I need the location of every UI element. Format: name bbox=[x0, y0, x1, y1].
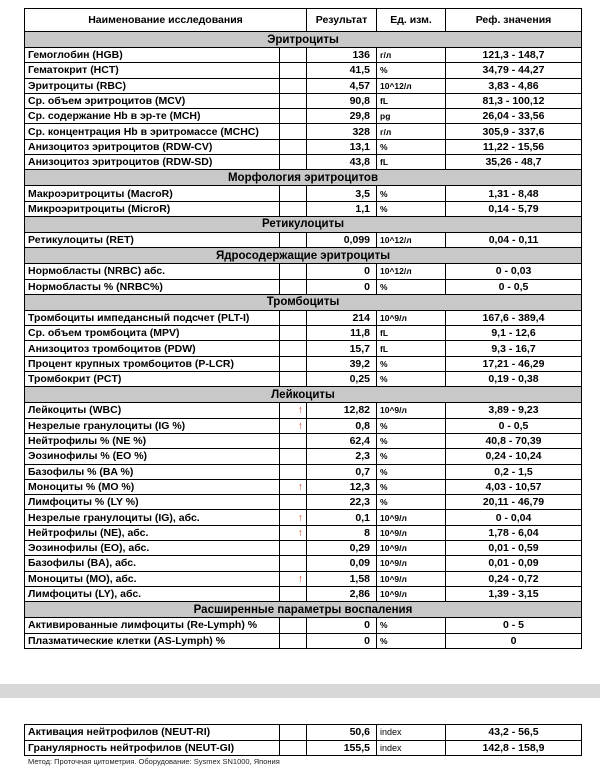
test-unit: % bbox=[377, 479, 446, 494]
table-row bbox=[25, 356, 582, 371]
high-flag-icon bbox=[280, 326, 307, 341]
table-row bbox=[25, 372, 582, 387]
test-reference: 9,3 - 16,7 bbox=[446, 341, 582, 356]
test-reference: 9,1 - 12,6 bbox=[446, 326, 582, 341]
test-unit: 10^9/л bbox=[377, 571, 446, 586]
test-result: 136 bbox=[307, 48, 377, 63]
test-result: 90,8 bbox=[307, 93, 377, 108]
high-flag-icon bbox=[280, 48, 307, 63]
table-row bbox=[25, 78, 582, 93]
test-unit: % bbox=[377, 495, 446, 510]
test-unit: fL bbox=[377, 341, 446, 356]
high-flag-icon bbox=[280, 356, 307, 371]
test-result: 29,8 bbox=[307, 109, 377, 124]
test-unit: % bbox=[377, 372, 446, 387]
high-flag-icon bbox=[280, 264, 307, 279]
test-unit: % bbox=[377, 418, 446, 433]
table-row bbox=[25, 93, 582, 108]
test-unit: fL bbox=[377, 155, 446, 170]
test-result: 0,09 bbox=[307, 556, 377, 571]
table-row bbox=[25, 341, 582, 356]
test-reference: 0,14 - 5,79 bbox=[446, 201, 582, 216]
test-reference: 0 - 0,03 bbox=[446, 264, 582, 279]
table-row bbox=[25, 495, 582, 510]
test-unit: 10^9/л bbox=[377, 541, 446, 556]
test-result: 13,1 bbox=[307, 139, 377, 154]
table-row bbox=[25, 740, 582, 756]
test-result: 0 bbox=[307, 264, 377, 279]
test-result: 8 bbox=[307, 525, 377, 540]
test-unit: 10^9/л bbox=[377, 510, 446, 525]
section-header-row bbox=[25, 248, 582, 264]
test-name: Эозинофилы (EO), абс. bbox=[25, 541, 280, 556]
test-unit: % bbox=[377, 279, 446, 294]
test-name: Анизоцитоз тромбоцитов (PDW) bbox=[25, 341, 280, 356]
table-row bbox=[25, 433, 582, 448]
test-name: Нейтрофилы (NE), абс. bbox=[25, 525, 280, 540]
high-flag-icon bbox=[280, 63, 307, 78]
high-flag-icon bbox=[280, 78, 307, 93]
flag-cell bbox=[280, 740, 307, 756]
table-row bbox=[25, 725, 582, 741]
table-row bbox=[25, 571, 582, 586]
table-row bbox=[25, 510, 582, 525]
test-name: Анизоцитоз эритроцитов (RDW-CV) bbox=[25, 139, 280, 154]
high-flag-icon bbox=[280, 556, 307, 571]
test-result: 0,29 bbox=[307, 541, 377, 556]
test-name: Активация нейтрофилов (NEUT-RI) bbox=[25, 725, 280, 741]
test-reference: 35,26 - 48,7 bbox=[446, 155, 582, 170]
test-reference: 167,6 - 389,4 bbox=[446, 310, 582, 325]
table-header-row bbox=[25, 9, 582, 32]
test-name: Процент крупных тромбоцитов (P-LCR) bbox=[25, 356, 280, 371]
test-result: 41,5 bbox=[307, 63, 377, 78]
high-flag-icon: ↑ bbox=[280, 479, 307, 494]
test-reference: 20,11 - 46,79 bbox=[446, 495, 582, 510]
table-row bbox=[25, 418, 582, 433]
test-result: 0,25 bbox=[307, 372, 377, 387]
test-unit: % bbox=[377, 464, 446, 479]
high-flag-icon bbox=[280, 139, 307, 154]
test-result: 328 bbox=[307, 124, 377, 139]
test-reference: 0,01 - 0,59 bbox=[446, 541, 582, 556]
test-unit: index bbox=[377, 740, 446, 756]
section-header-row bbox=[25, 387, 582, 403]
table-row bbox=[25, 586, 582, 601]
test-unit: fL bbox=[377, 93, 446, 108]
test-unit: г/л bbox=[377, 124, 446, 139]
high-flag-icon bbox=[280, 449, 307, 464]
test-result: 0,099 bbox=[307, 232, 377, 247]
test-result: 0 bbox=[307, 618, 377, 633]
table-row bbox=[25, 232, 582, 247]
page-separator bbox=[0, 684, 600, 698]
test-reference: 0 - 0,5 bbox=[446, 279, 582, 294]
test-reference: 43,2 - 56,5 bbox=[446, 725, 582, 741]
test-result: 214 bbox=[307, 310, 377, 325]
method-note: Метод: Проточная цитометрия. Оборудование: Sysmex SN1000, Япония bbox=[28, 757, 280, 766]
section-title: Ретикулоциты bbox=[25, 216, 582, 232]
section-title: Морфология эритроцитов bbox=[25, 170, 582, 186]
test-name: Макроэритроциты (MacroR) bbox=[25, 186, 280, 201]
test-result: 0,8 bbox=[307, 418, 377, 433]
test-name: Анизоцитоз эритроцитов (RDW-SD) bbox=[25, 155, 280, 170]
high-flag-icon bbox=[280, 633, 307, 648]
test-reference: 81,3 - 100,12 bbox=[446, 93, 582, 108]
test-name: Ср. концентрация Hb в эритромассе (MCHC) bbox=[25, 124, 280, 139]
section-header-row bbox=[25, 170, 582, 186]
test-name: Гранулярность нейтрофилов (NEUT-GI) bbox=[25, 740, 280, 756]
test-unit: pg bbox=[377, 109, 446, 124]
high-flag-icon bbox=[280, 93, 307, 108]
test-unit: % bbox=[377, 201, 446, 216]
test-reference: 40,8 - 70,39 bbox=[446, 433, 582, 448]
high-flag-icon bbox=[280, 372, 307, 387]
test-reference: 11,22 - 15,56 bbox=[446, 139, 582, 154]
test-result: 0 bbox=[307, 279, 377, 294]
test-reference: 121,3 - 148,7 bbox=[446, 48, 582, 63]
test-reference: 0,24 - 0,72 bbox=[446, 571, 582, 586]
header-ref: Реф. значения bbox=[446, 9, 582, 32]
test-unit: index bbox=[377, 725, 446, 741]
test-reference: 0 bbox=[446, 633, 582, 648]
test-name: Базофилы % (BA %) bbox=[25, 464, 280, 479]
test-reference: 17,21 - 46,29 bbox=[446, 356, 582, 371]
test-result: 4,57 bbox=[307, 78, 377, 93]
test-reference: 305,9 - 337,6 bbox=[446, 124, 582, 139]
test-result: 3,5 bbox=[307, 186, 377, 201]
test-reference: 3,83 - 4,86 bbox=[446, 78, 582, 93]
table-row bbox=[25, 326, 582, 341]
test-reference: 142,8 - 158,9 bbox=[446, 740, 582, 756]
test-result: 12,82 bbox=[307, 403, 377, 418]
test-name: Нормобласты % (NRBC%) bbox=[25, 279, 280, 294]
section-header-row bbox=[25, 216, 582, 232]
test-reference: 0,2 - 1,5 bbox=[446, 464, 582, 479]
test-name: Плазматические клетки (AS-Lymph) % bbox=[25, 633, 280, 648]
section-header-row bbox=[25, 294, 582, 310]
test-unit: 10^9/л bbox=[377, 403, 446, 418]
high-flag-icon bbox=[280, 155, 307, 170]
table-row bbox=[25, 618, 582, 633]
test-reference: 1,31 - 8,48 bbox=[446, 186, 582, 201]
table-row bbox=[25, 403, 582, 418]
test-result: 22,3 bbox=[307, 495, 377, 510]
high-flag-icon bbox=[280, 586, 307, 601]
test-result: 11,8 bbox=[307, 326, 377, 341]
section-header-row bbox=[25, 32, 582, 48]
test-result: 155,5 bbox=[307, 740, 377, 756]
table-row bbox=[25, 464, 582, 479]
header-name: Наименование исследования bbox=[25, 9, 307, 32]
table-row bbox=[25, 139, 582, 154]
test-reference: 26,04 - 33,56 bbox=[446, 109, 582, 124]
table-row bbox=[25, 48, 582, 63]
table-row bbox=[25, 186, 582, 201]
test-result: 0,7 bbox=[307, 464, 377, 479]
results-table bbox=[24, 8, 582, 649]
test-result: 2,3 bbox=[307, 449, 377, 464]
test-unit: г/л bbox=[377, 48, 446, 63]
test-unit: 10^9/л bbox=[377, 556, 446, 571]
test-name: Гематокрит (HCT) bbox=[25, 63, 280, 78]
test-name: Базофилы (BA), абс. bbox=[25, 556, 280, 571]
test-unit: % bbox=[377, 186, 446, 201]
test-unit: % bbox=[377, 356, 446, 371]
test-name: Эритроциты (RBC) bbox=[25, 78, 280, 93]
test-name: Моноциты % (MO %) bbox=[25, 479, 280, 494]
test-result: 12,3 bbox=[307, 479, 377, 494]
high-flag-icon: ↑ bbox=[280, 510, 307, 525]
high-flag-icon bbox=[280, 232, 307, 247]
test-unit: % bbox=[377, 618, 446, 633]
test-reference: 0 - 5 bbox=[446, 618, 582, 633]
test-reference: 0,04 - 0,11 bbox=[446, 232, 582, 247]
high-flag-icon bbox=[280, 124, 307, 139]
test-name: Тромбокрит (PCT) bbox=[25, 372, 280, 387]
section-title: Ядросодержащие эритроциты bbox=[25, 248, 582, 264]
table-row bbox=[25, 264, 582, 279]
test-reference: 0 - 0,5 bbox=[446, 418, 582, 433]
test-reference: 1,39 - 3,15 bbox=[446, 586, 582, 601]
table-row bbox=[25, 633, 582, 648]
extra-results-table bbox=[24, 724, 582, 756]
extra-results-body bbox=[25, 725, 582, 756]
test-unit: 10^9/л bbox=[377, 525, 446, 540]
test-reference: 0 - 0,04 bbox=[446, 510, 582, 525]
test-reference: 0,19 - 0,38 bbox=[446, 372, 582, 387]
test-result: 43,8 bbox=[307, 155, 377, 170]
test-result: 0,1 bbox=[307, 510, 377, 525]
test-name: Тромбоциты импедансный подсчет (PLT-I) bbox=[25, 310, 280, 325]
test-name: Незрелые гранулоциты (IG %) bbox=[25, 418, 280, 433]
high-flag-icon bbox=[280, 495, 307, 510]
test-name: Активированные лимфоциты (Re-Lymph) % bbox=[25, 618, 280, 633]
test-name: Гемоглобин (HGB) bbox=[25, 48, 280, 63]
test-name: Микроэритроциты (MicroR) bbox=[25, 201, 280, 216]
flag-cell bbox=[280, 725, 307, 741]
test-name: Ср. объем эритроцитов (MCV) bbox=[25, 93, 280, 108]
test-result: 0 bbox=[307, 633, 377, 648]
test-name: Лимфоциты (LY), абс. bbox=[25, 586, 280, 601]
test-unit: % bbox=[377, 633, 446, 648]
test-reference: 34,79 - 44,27 bbox=[446, 63, 582, 78]
test-result: 1,58 bbox=[307, 571, 377, 586]
test-name: Лейкоциты (WBC) bbox=[25, 403, 280, 418]
test-result: 39,2 bbox=[307, 356, 377, 371]
table-row bbox=[25, 201, 582, 216]
test-name: Ср. объем тромбоцита (MPV) bbox=[25, 326, 280, 341]
table-row bbox=[25, 124, 582, 139]
section-title: Лейкоциты bbox=[25, 387, 582, 403]
test-name: Нормобласты (NRBC) абс. bbox=[25, 264, 280, 279]
table-row bbox=[25, 556, 582, 571]
table-row bbox=[25, 63, 582, 78]
test-unit: % bbox=[377, 449, 446, 464]
test-name: Незрелые гранулоциты (IG), абс. bbox=[25, 510, 280, 525]
test-name: Лимфоциты % (LY %) bbox=[25, 495, 280, 510]
test-unit: 10^12/л bbox=[377, 264, 446, 279]
test-result: 15,7 bbox=[307, 341, 377, 356]
high-flag-icon: ↑ bbox=[280, 571, 307, 586]
header-unit: Ед. изм. bbox=[377, 9, 446, 32]
test-name: Моноциты (MO), абс. bbox=[25, 571, 280, 586]
test-name: Эозинофилы % (EO %) bbox=[25, 449, 280, 464]
test-unit: % bbox=[377, 139, 446, 154]
test-name: Ретикулоциты (RET) bbox=[25, 232, 280, 247]
high-flag-icon: ↑ bbox=[280, 525, 307, 540]
test-unit: 10^12/л bbox=[377, 78, 446, 93]
test-unit: 10^9/л bbox=[377, 586, 446, 601]
test-reference: 0,24 - 10,24 bbox=[446, 449, 582, 464]
table-row bbox=[25, 479, 582, 494]
table-row bbox=[25, 109, 582, 124]
test-result: 1,1 bbox=[307, 201, 377, 216]
results-body bbox=[25, 32, 582, 649]
high-flag-icon bbox=[280, 186, 307, 201]
high-flag-icon bbox=[280, 310, 307, 325]
table-row bbox=[25, 541, 582, 556]
test-name: Нейтрофилы % (NE %) bbox=[25, 433, 280, 448]
test-reference: 0,01 - 0,09 bbox=[446, 556, 582, 571]
test-name: Ср. содержание Hb в эр-те (MCH) bbox=[25, 109, 280, 124]
table-row bbox=[25, 310, 582, 325]
table-row bbox=[25, 449, 582, 464]
test-unit: 10^12/л bbox=[377, 232, 446, 247]
high-flag-icon bbox=[280, 618, 307, 633]
table-row bbox=[25, 525, 582, 540]
high-flag-icon: ↑ bbox=[280, 418, 307, 433]
high-flag-icon bbox=[280, 279, 307, 294]
high-flag-icon bbox=[280, 341, 307, 356]
high-flag-icon: ↑ bbox=[280, 403, 307, 418]
high-flag-icon bbox=[280, 541, 307, 556]
high-flag-icon bbox=[280, 201, 307, 216]
high-flag-icon bbox=[280, 433, 307, 448]
section-title: Эритроциты bbox=[25, 32, 582, 48]
test-reference: 3,89 - 9,23 bbox=[446, 403, 582, 418]
test-result: 2,86 bbox=[307, 586, 377, 601]
test-reference: 4,03 - 10,57 bbox=[446, 479, 582, 494]
test-unit: % bbox=[377, 63, 446, 78]
test-result: 50,6 bbox=[307, 725, 377, 741]
test-reference: 1,78 - 6,04 bbox=[446, 525, 582, 540]
section-header-row bbox=[25, 602, 582, 618]
section-title: Тромбоциты bbox=[25, 294, 582, 310]
high-flag-icon bbox=[280, 109, 307, 124]
section-title: Расширенные параметры воспаления bbox=[25, 602, 582, 618]
table-row bbox=[25, 155, 582, 170]
header-result: Результат bbox=[307, 9, 377, 32]
test-result: 62,4 bbox=[307, 433, 377, 448]
table-row bbox=[25, 279, 582, 294]
test-unit: fL bbox=[377, 326, 446, 341]
high-flag-icon bbox=[280, 464, 307, 479]
test-unit: 10^9/л bbox=[377, 310, 446, 325]
test-unit: % bbox=[377, 433, 446, 448]
